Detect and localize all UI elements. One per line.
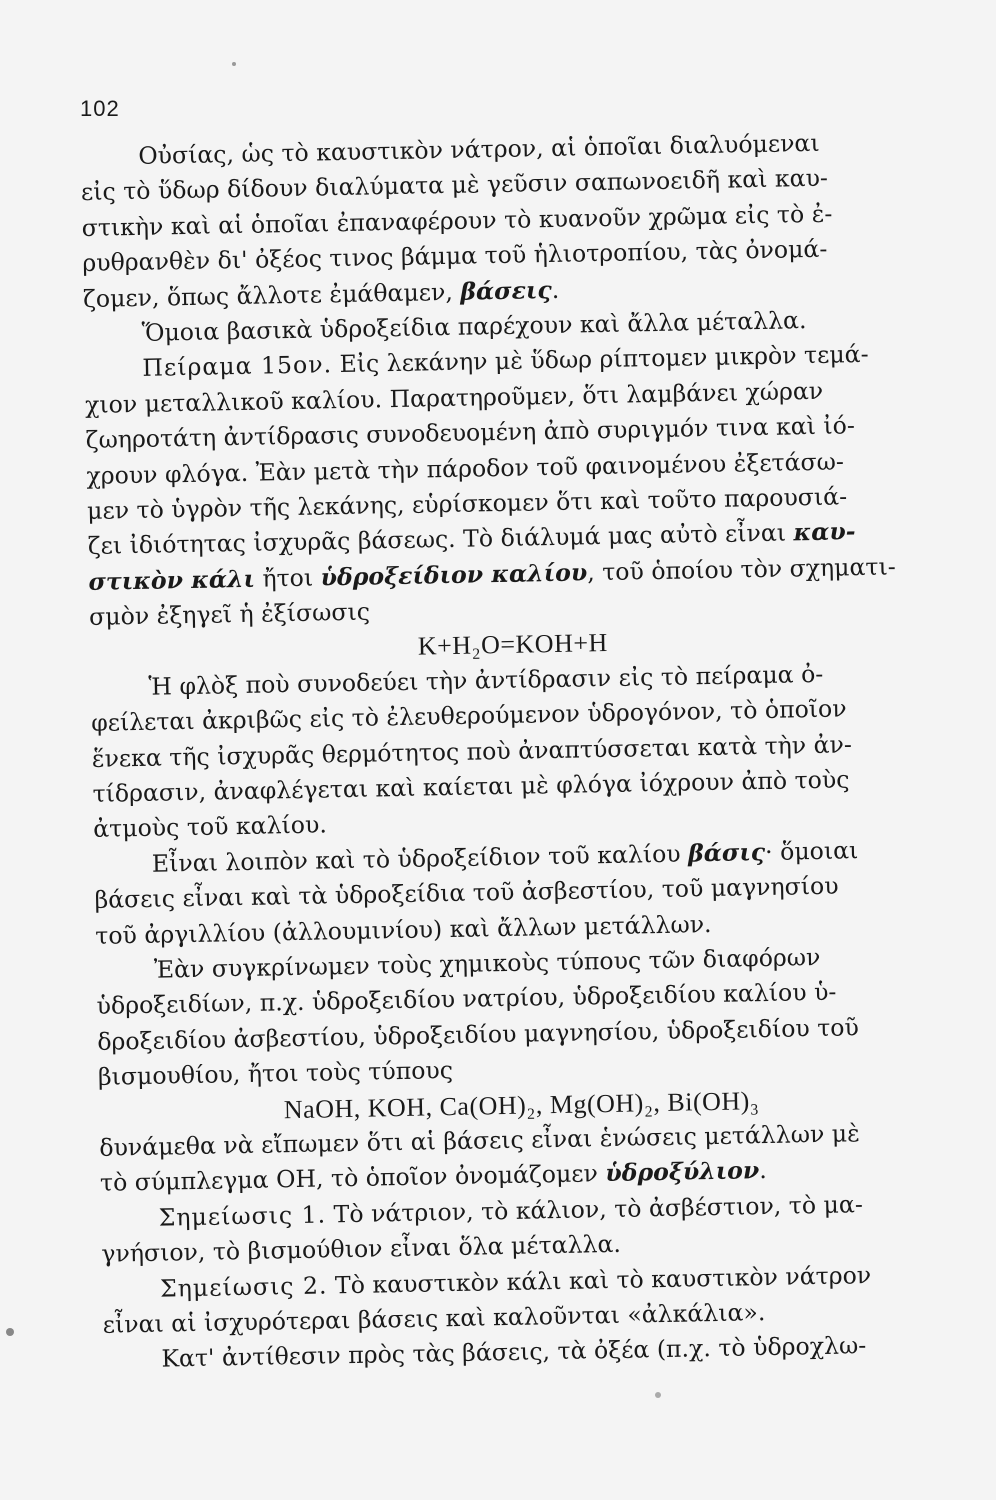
text-span: Εἰς λεκάνην μὲ ὕδωρ ρίπτομεν μικρὸν τεμά-: [331, 340, 869, 379]
text-line: Ὅμοια βασικὰ ὑδροξείδια παρέχουν καὶ ἄλλα μέταλλα.: [141, 306, 807, 347]
text-line: τίδρασιν, ἀναφλέγεται καὶ καίεται μὲ φλόγα ἰόχρουν ἀπὸ τοὺς: [92, 765, 850, 808]
text-span: Εἶναι λοιπὸν καὶ τὸ ὑδροξείδιον τοῦ καλίου: [151, 839, 689, 878]
text-line: ὑδροξειδίων, π.χ. ὑδροξειδίου νατρίου, ὑδροξειδίου καλίου ὑ-: [96, 978, 837, 1021]
text-span: ζομεν, ὅπως ἄλλοτε ἐμάθαμεν,: [82, 277, 461, 313]
emphasis-term: στικὸν κάλι: [88, 564, 256, 596]
emphasis-term: ὑδροξείδιον καλίου: [320, 558, 588, 592]
text-line: Κατ' ἀντίθεσιν πρὸς τὰς βάσεις, τὰ ὀξέα (π.χ. τὸ ὑδροχλω-: [161, 1331, 867, 1373]
text-line: φείλεται ἀκριβῶς εἰς τὸ ἐλευθερούμενον ὑδρογόνον, τὸ ὁποῖον: [90, 694, 847, 738]
text-span: ζει ἰδιότητας ἰσχυρᾶς βάσεως. Τὸ διάλυμά μας αὐτὸ εἶναι: [87, 518, 794, 561]
text-span: ἤτοι: [254, 563, 321, 593]
body-text: [80, 124, 950, 1379]
text-span: Τὸ νάτριον, τὸ κάλιον, τὸ ἀσβέστιον, τὸ μα-: [325, 1189, 864, 1229]
text-line: στικὴν καὶ αἱ ὁποῖαι ἐπαναφέρουν τὸ κυανοῦν χρῶμα εἰς τὸ ἐ-: [81, 199, 833, 242]
text-line: Οὐσίας, ὡς τὸ καυστικὸν νάτρον, αἱ ὁποῖαι διαλυόμεναι: [138, 128, 820, 170]
text-span: Τὸ καυστικὸν κάλι καὶ τὸ καυστικὸν νάτρον: [327, 1260, 872, 1299]
text-line: χιον μεταλλικοῦ καλίου. Παρατηροῦμεν, ὅτι λαμβάνει χώραν: [84, 376, 824, 419]
text-line: Ἡ φλὸξ ποὺ συνοδεύει τὴν ἀντίδρασιν εἰς τὸ πείραμα ὀ-: [148, 659, 824, 701]
section-heading: Σημείωσις 1.: [158, 1200, 327, 1232]
formula-line: K+H₂O=KOH+H: [417, 628, 609, 662]
text-line: εἰς τὸ ὕδωρ δίδουν διαλύματα μὲ γεῦσιν σαπωνοειδῆ καὶ καυ-: [80, 164, 829, 207]
ink-speck: [6, 1328, 14, 1336]
ink-speck: [232, 62, 236, 66]
text-span: τὸ σύμπλεγμα ΟΗ, τὸ ὁποῖον ὀνομάζομεν: [99, 1159, 606, 1198]
text-span: · ὅμοιαι: [764, 836, 859, 866]
formula-line: NaOH, KOH, Ca(OH)₂, Mg(OH)₂, Bi(OH)₃: [283, 1085, 760, 1124]
emphasis-term: βάσεις: [460, 275, 552, 306]
emphasis-term: βάσις: [687, 837, 766, 868]
section-heading: Πείραμα 15ον.: [142, 350, 333, 383]
text-line: τοῦ ἀργιλλίου (ἀλλουμινίου) καὶ ἄλλων μετάλλων.: [95, 909, 712, 950]
text-span: .: [551, 275, 560, 304]
text-line: δροξειδίου ἀσβεστίου, ὑδροξειδίου μαγνησίου, ὑδροξειδίου τοῦ: [97, 1012, 860, 1056]
text-line: γνήσιον, τὸ βισμούθιον εἶναι ὅλα μέταλλα.: [101, 1229, 622, 1268]
ink-speck: [655, 1392, 661, 1398]
text-line: μεν τὸ ὑγρὸν τῆς λεκάνης, εὑρίσκομεν ὅτι καὶ τοῦτο παρουσιά-: [86, 482, 848, 525]
emphasis-term: ὑδροξύλιον: [605, 1156, 760, 1188]
text-line: Ἐὰν συγκρίνωμεν τοὺς χημικοὺς τύπους τῶν διαφόρων: [153, 942, 821, 984]
text-line: σμὸν ἐξηγεῖ ἡ ἐξίσωσις: [88, 597, 371, 631]
text-line: βάσεις εἶναι καὶ τὰ ὑδροξείδια τοῦ ἀσβεστίου, τοῦ μαγνησίου: [94, 871, 839, 915]
section-heading: Σημείωσις 2.: [159, 1270, 328, 1303]
text-line: βισμουθίου, ἤτοι τοὺς τύπους: [97, 1056, 454, 1091]
page-number: 102: [80, 96, 120, 121]
text-line: ἕνεκα τῆς ἰσχυρᾶς θερμότητος ποὺ ἀναπτύσσεται κατὰ τὴν ἀν-: [91, 729, 853, 773]
text-line: δυνάμεθα νὰ εἴπωμεν ὅτι αἱ βάσεις εἶναι ἑνώσεις μετάλλων μὲ: [99, 1119, 861, 1162]
text-span: .: [758, 1156, 768, 1185]
text-line: εἶναι αἱ ἰσχυρότεραι βάσεις καὶ καλοῦνται «ἀλκάλια».: [102, 1297, 766, 1339]
text-line: ζωηροτάτη ἀντίδρασις συνοδευομένη ἀπὸ συριγμόν τινα καὶ ἰό-: [85, 411, 856, 455]
text-span: , τοῦ ὁποίου τὸν σχηματι-: [586, 552, 896, 587]
text-line: χρουν φλόγα. Ἐὰν μετὰ τὴν πάροδον τοῦ φαινομένου ἐξετάσω-: [86, 446, 845, 490]
emphasis-term: καυ-: [793, 517, 856, 547]
text-line: ρυθρανθὲν δι' ὀξέος τινος βάμμα τοῦ ἡλιοτροπίου, τὰς ὀνομά-: [82, 234, 828, 278]
text-line: ἀτμοὺς τοῦ καλίου.: [92, 810, 328, 844]
